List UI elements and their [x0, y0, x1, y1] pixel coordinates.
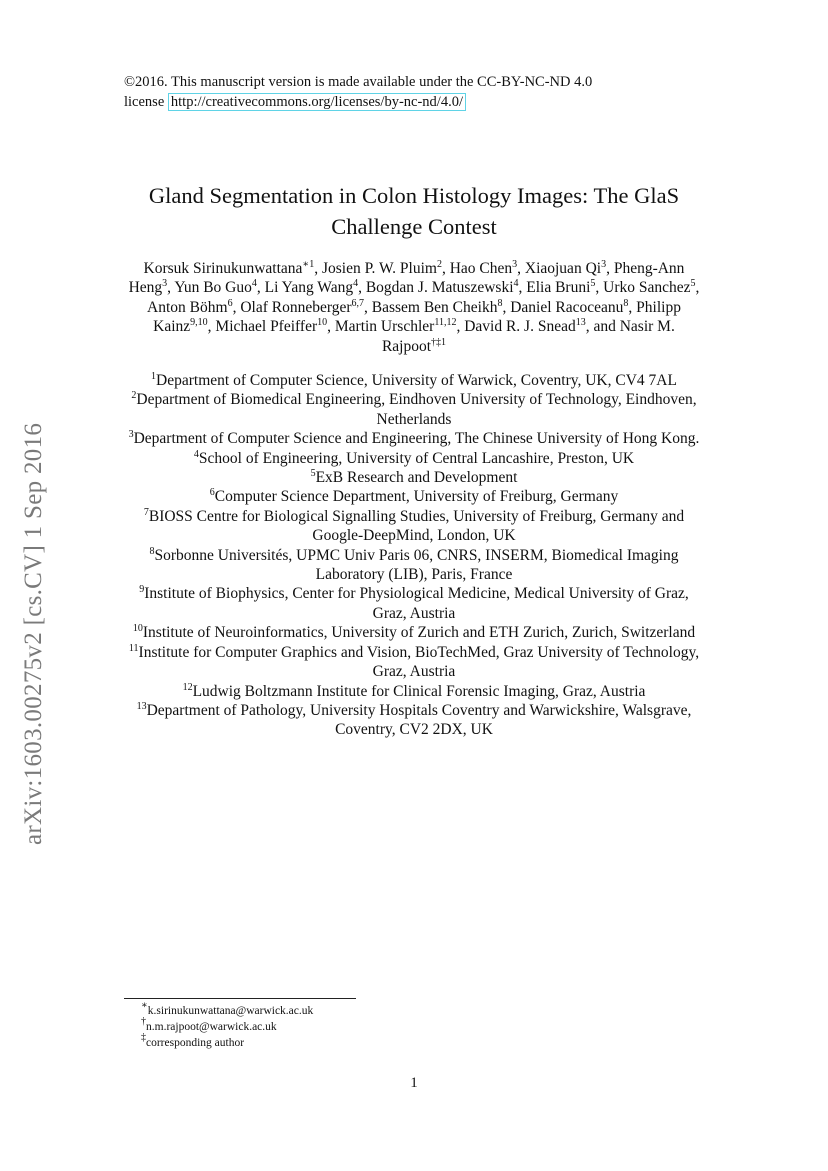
affiliation-text: ExB Research and Development — [315, 469, 518, 487]
affiliation-text: School of Engineering, University of Central Lancashire, Preston, UK — [198, 449, 635, 467]
license-link[interactable]: http://creativecommons.org/licenses/by-nc-nd/4.0/ — [168, 93, 466, 111]
author-affiliation-marker: 5 — [590, 278, 596, 290]
affiliation-number: 1 — [151, 371, 157, 382]
affiliation-text: Institute for Computer Graphics and Vision, BioTechMed, Graz University of Technology, Graz, Austria — [138, 643, 700, 681]
author-affiliation-marker: 3 — [512, 259, 518, 270]
copyright-symbol: © — [124, 74, 136, 90]
affiliation-number: 4 — [193, 448, 199, 460]
footnote-mark: ‡ — [141, 1032, 146, 1043]
author-affiliation-marker: 6 — [227, 297, 233, 309]
affiliation-list — [124, 371, 704, 740]
footnote-mark: † — [141, 1016, 146, 1027]
paper-title: Gland Segmentation in Colon Histology Images: The GlaS Challenge Contest — [148, 183, 680, 239]
affiliation-item — [124, 682, 704, 701]
affiliation-text: Department of Pathology, University Hospitals Coventry and Warwickshire, Walsgrave, Coventry, CV2 2DX, UK — [146, 701, 692, 739]
affiliation-number: 3 — [128, 429, 134, 441]
author-name: Martin Urschler — [334, 318, 435, 336]
affiliation-item — [124, 546, 704, 585]
author-name: Philipp Kainz — [153, 298, 681, 336]
affiliation-text: Ludwig Boltzmann Institute for Clinical Forensic Imaging, Graz, Austria — [192, 682, 646, 700]
author-affiliation-marker: 3 — [601, 259, 607, 270]
author-name: Yun Bo Guo — [174, 279, 252, 297]
author-affiliation-marker: †‡1 — [431, 336, 447, 348]
author-affiliation-marker: 2 — [436, 259, 442, 270]
affiliation-item — [124, 507, 704, 546]
copyright-license-prefix: license — [124, 94, 168, 110]
affiliation-item — [124, 701, 704, 740]
affiliation-item — [124, 623, 704, 642]
author-name: Li Yang Wang — [264, 279, 354, 297]
author-affiliation-marker: 4 — [513, 278, 519, 290]
author-name: Xiaojuan Qi — [524, 260, 602, 277]
affiliation-number: 13 — [136, 700, 147, 712]
footnote-text: k.sirinukunwattana@warwick.ac.uk — [147, 1005, 314, 1017]
copyright-line1: 2016. This manuscript version is made available under the CC-BY-NC-ND 4.0 — [135, 74, 593, 90]
author-name: Josien P. W. Pluim — [321, 260, 437, 277]
footnote-mark: ∗ — [141, 1000, 148, 1011]
author-list: Korsuk Sirinukunwattana$^{∗1}$, Josien P. W. Pluim$^2$, Hao Chen$^3$, Xiaojuan Qi$^3$, Pheng-Ann Heng$^3$, Yun Bo Guo$^4$, Li Yang Wang$^4$, Bogdan J. Matuszewski$^4$, Elia Bruni$^5$, Urko Sanchez$^5$, Anton Böhm$^6$, Olaf Ronneberger$^{6,7}$, Bassem Ben Cheikh$^8$, Daniel Racoceanu$^8$, Philipp Kainz$^{9,10}$, Michael Pfeiffer$^{10}$, Martin Urschler$^{11,12}$, David R. J. Snead$^{13}$, and Nasir M. Rajpoot$^{\dagger\ddagger 1}$ — [128, 259, 700, 355]
affiliation-item — [124, 429, 704, 448]
affiliation-number: 11 — [128, 642, 139, 654]
author-name: Hao Chen — [449, 260, 513, 277]
affiliation-item — [124, 643, 704, 682]
footnote-item — [141, 1016, 621, 1035]
affiliation-item — [124, 449, 704, 468]
author-name: Anton Böhm — [147, 298, 228, 316]
author-name: Elia Bruni — [526, 279, 591, 297]
author-affiliation-marker: 10 — [317, 317, 328, 329]
author-affiliation-marker: 9,10 — [190, 317, 208, 329]
affiliation-number: 9 — [139, 584, 145, 596]
affiliation-text: BIOSS Centre for Biological Signalling Studies, University of Freiburg, Germany and Google-DeepMind, London, UK — [148, 507, 685, 545]
footnote-item — [141, 1000, 621, 1019]
footnote-item — [141, 1032, 621, 1051]
author-affiliation-marker: 4 — [251, 278, 257, 290]
author-name: Bogdan J. Matuszewski — [365, 279, 514, 297]
affiliation-item — [124, 371, 704, 390]
author-affiliation-marker: 8 — [497, 297, 503, 309]
author-name: Korsuk Sirinukunwattana — [143, 260, 303, 277]
author-name: Pheng-Ann Heng — [128, 260, 685, 297]
author-affiliation-marker: 13 — [575, 317, 586, 329]
affiliation-text: Institute of Biophysics, Center for Physiological Medicine, Medical University of Graz, Graz, Austria — [144, 585, 689, 622]
affiliation-item — [124, 468, 704, 487]
author-affiliation-marker: 5 — [690, 278, 696, 290]
affiliation-text: Institute of Neuroinformatics, University of Zurich and ETH Zurich, Zurich, Switzerland — [142, 624, 696, 642]
footnotes — [141, 1000, 621, 1051]
affiliation-number: 7 — [143, 506, 149, 518]
affiliation-text: Computer Science Department, University of Freiburg, Germany — [214, 488, 619, 506]
author-affiliation-marker: ∗1 — [302, 259, 315, 270]
author-affiliation-marker: 4 — [353, 278, 359, 290]
author-affiliation-marker: 6,7 — [351, 297, 364, 309]
affiliation-text: Department of Biomedical Engineering, Eindhoven University of Technology, Eindhoven, Netherlands — [136, 391, 697, 428]
affiliation-number: 8 — [149, 545, 155, 557]
affiliation-item — [124, 584, 704, 623]
affiliation-item — [124, 487, 704, 506]
author-name: David R. J. Snead — [464, 318, 576, 336]
affiliation-number: 6 — [209, 487, 215, 499]
affiliation-number: 10 — [132, 623, 143, 635]
author-name: Urko Sanchez — [603, 279, 691, 297]
author-conjunction: and — [593, 318, 616, 336]
arxiv-identifier-stamp: arXiv:1603.00275v2 [cs.CV] 1 Sep 2016 — [20, 422, 47, 845]
affiliation-item — [124, 390, 704, 429]
author-name: Daniel Racoceanu — [510, 298, 624, 316]
footnote-text: n.m.rajpoot@warwick.ac.uk — [146, 1021, 277, 1033]
affiliation-number: 12 — [182, 681, 193, 693]
affiliation-number: 2 — [131, 390, 137, 402]
affiliation-number: 5 — [310, 468, 316, 480]
affiliation-text: Department of Computer Science and Engineering, The Chinese University of Hong Kong. — [133, 430, 700, 448]
author-name: Michael Pfeiffer — [215, 318, 318, 336]
author-name: Nasir M. Rajpoot — [381, 318, 675, 355]
author-name: Olaf Ronneberger — [240, 298, 352, 316]
footnote-divider — [124, 998, 356, 999]
author-affiliation-marker: 11,12 — [434, 317, 457, 329]
copyright-notice — [124, 72, 704, 112]
affiliation-text: Department of Computer Science, University of Warwick, Coventry, UK, CV4 7AL — [156, 372, 677, 389]
author-affiliation-marker: 8 — [623, 297, 629, 309]
affiliation-text: Sorbonne Universités, UPMC Univ Paris 06, CNRS, INSERM, Biomedical Imaging Laboratory (LIB), Paris, France — [154, 546, 679, 584]
page-number: 1 — [410, 1075, 418, 1091]
author-affiliation-marker: 3 — [162, 278, 168, 290]
author-name: Bassem Ben Cheikh — [371, 298, 498, 316]
footnote-text: corresponding author — [146, 1037, 245, 1049]
